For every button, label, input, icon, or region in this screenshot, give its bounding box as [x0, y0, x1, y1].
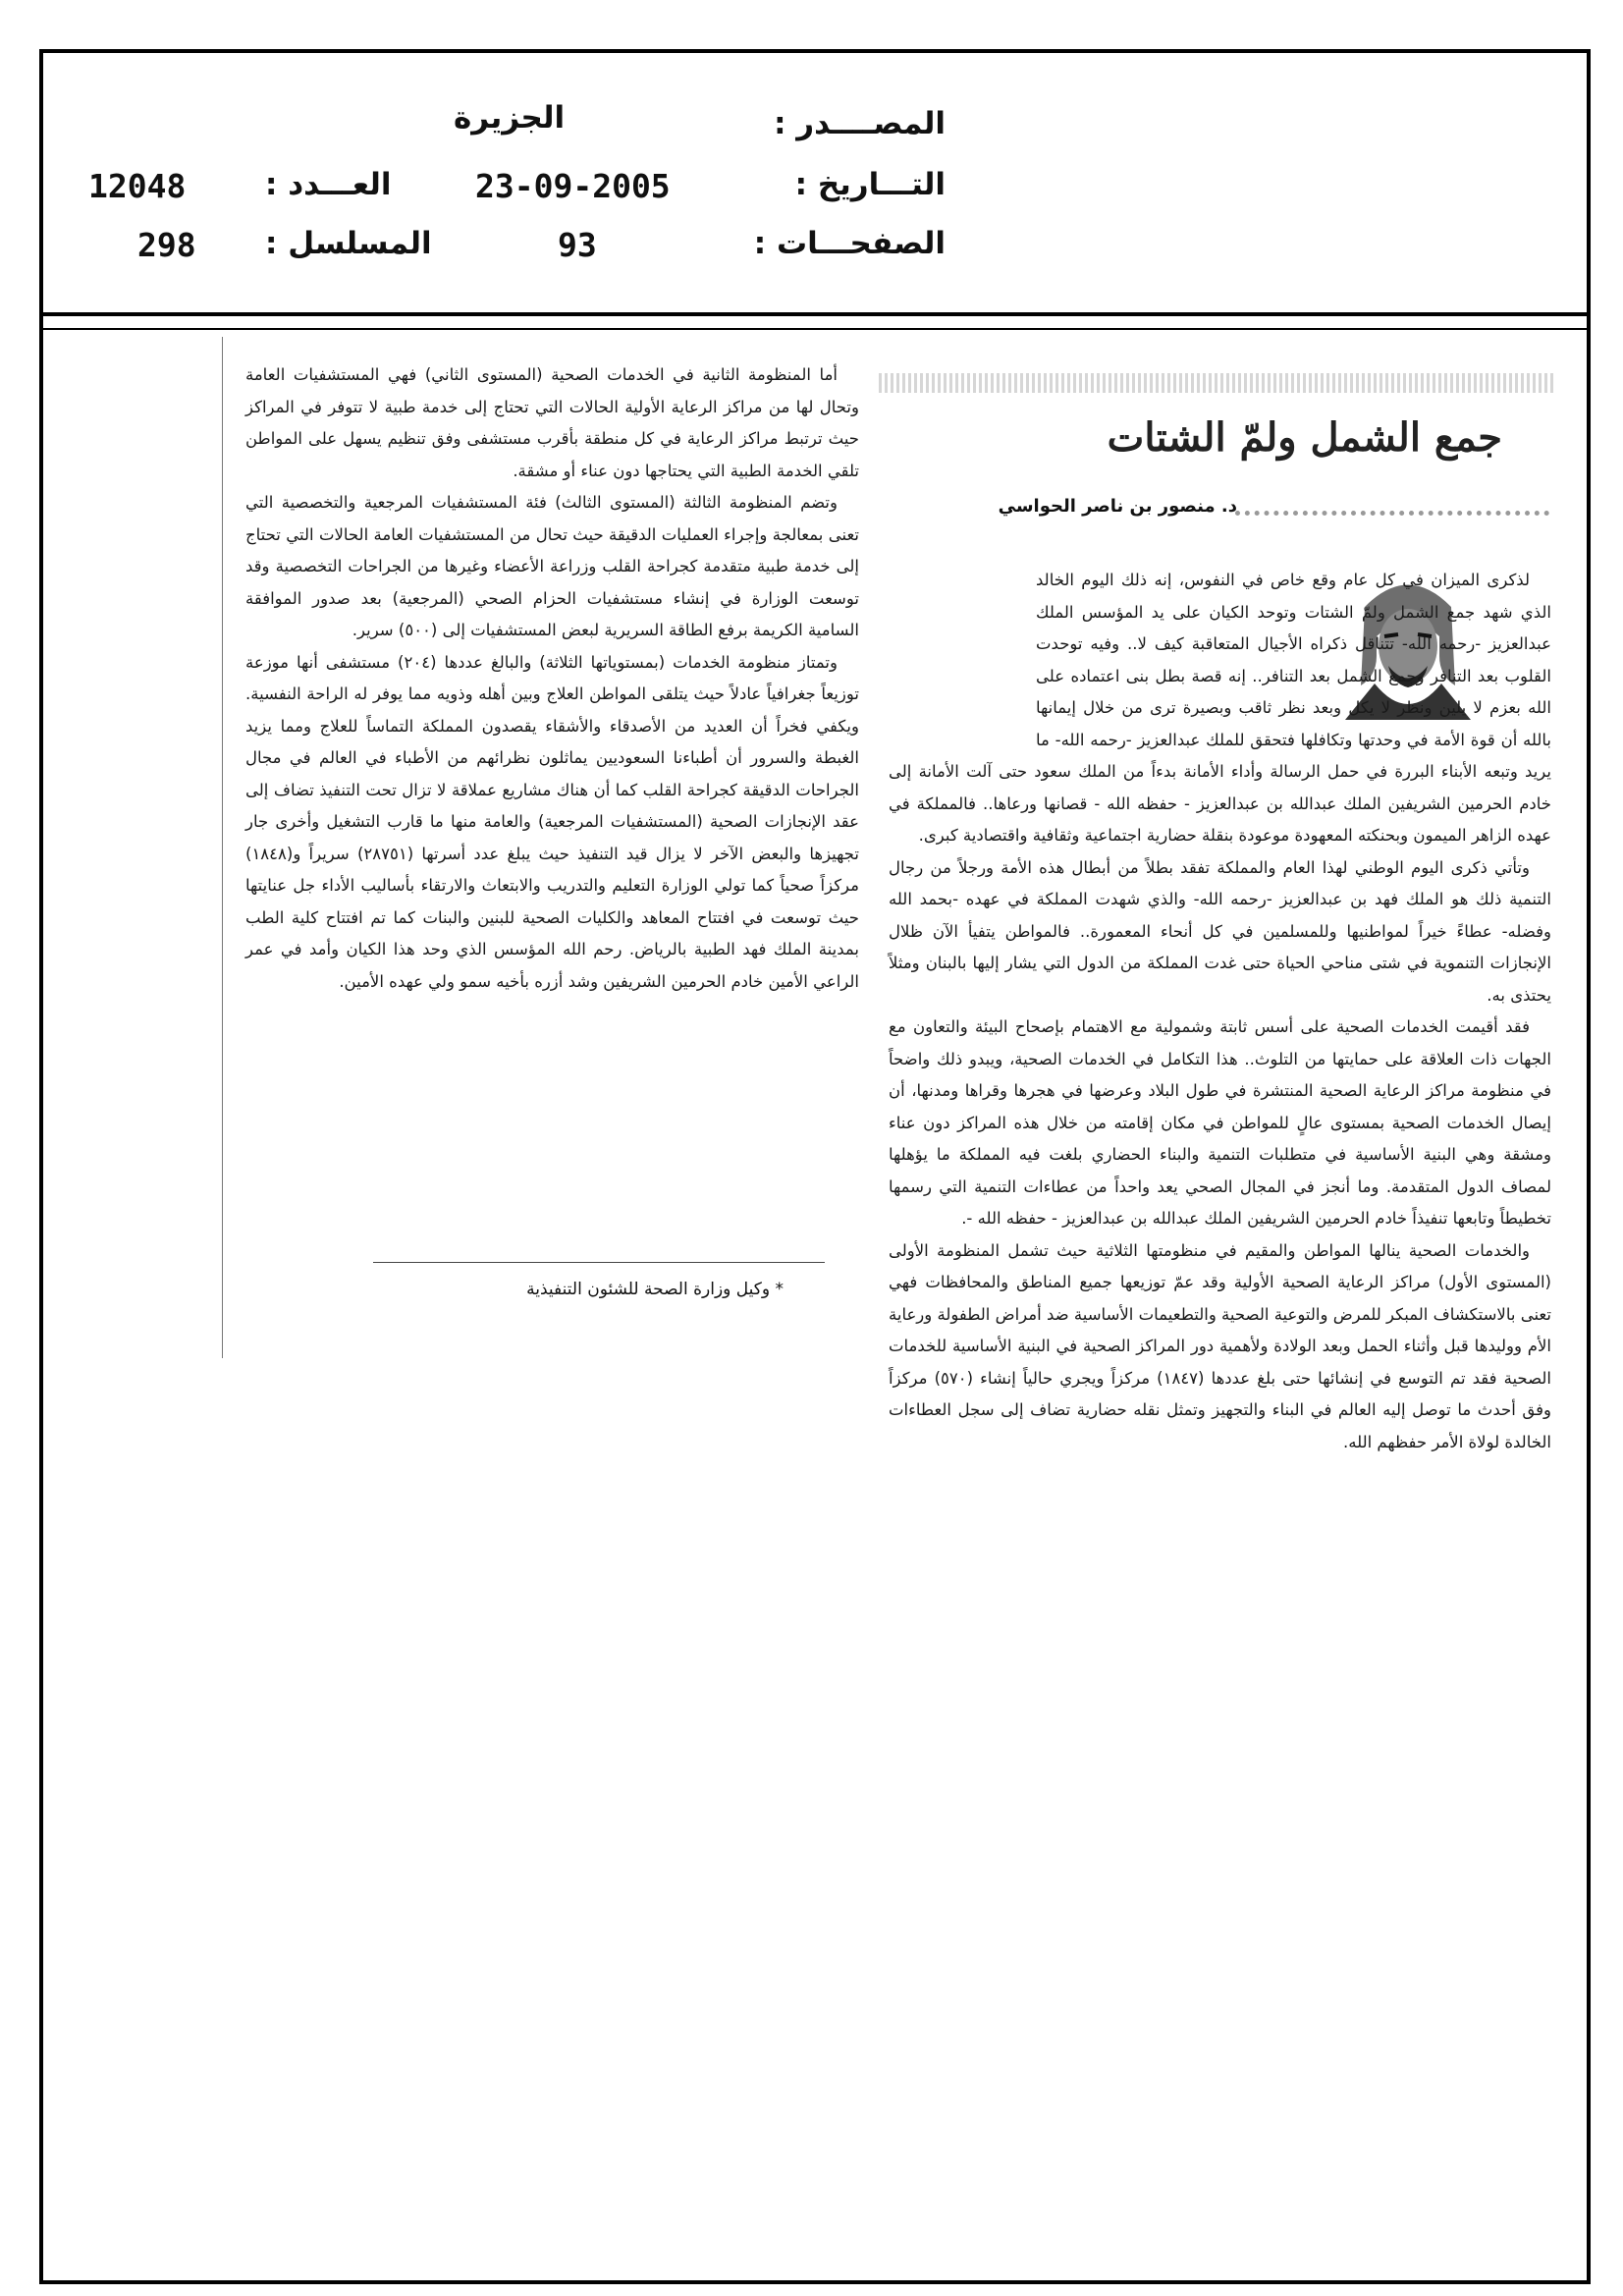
paragraph: فقد أقيمت الخدمات الصحية على أسس ثابتة وشمولية مع الاهتمام بإصحاح البيئة والتعاون مع الجهات ذات العلاقة على حمايتها من التلوث.. هذا التكامل في الخدمات الصحية، ويبدو ذلك واضحاً في منظومة مراكز الرعاية الصحية المنتشرة في طول البلاد وعرضها في هجرها وقراها ومدنها، أن إيصال الخدمات الصحية بمستوى عالٍ للمواطن في مكان إقامته من خلال هذه المراكز دون عناء ومشقة وهي البنية الأساسية في متطلبات التنمية والبناء الحضاري بلغت فيه المملكة ما يؤهلها لمصاف الدول المتقدمة. وما أنجز في المجال الصحي يعد واحداً من عطاءات التنمية التي رسمها تخطيطاً وتابعها تنفيذاً خادم الحرمين الشريفين الملك عبدالله بن عبدالعزيز - حفظه الله -. [889, 1017, 1551, 1228]
photo-wrap-spacer [889, 565, 1036, 727]
source-value: الجزيرة [454, 100, 566, 136]
article-author: د. منصور بن ناصر الحواسي [998, 496, 1237, 517]
date-value: 23-09-2005 [475, 167, 671, 205]
paragraph: وتأتي ذكرى اليوم الوطني لهذا العام والمملكة تفقد بطلاً من أبطال هذه الأمة ورجلاً من رجال التنمية ذلك هو الملك فهد بن عبدالعزيز -رحمه الله- والذي شهدت المملكة في عهده -بحمد الله وفضله- عطاءً خيراً لمواطنيها وللمسلمين في كل أنحاء المعمورة.. فالمواطن يتفيأ الآن ظلال الإنجازات التنموية في شتى مناحي الحياة حتى غدت المملكة من الدول التي يشار إليها بالبنان ومثلاً يحتذى به. [889, 857, 1551, 1005]
author-rule [1235, 511, 1549, 516]
masthead-band [879, 373, 1556, 393]
paragraph: وتمتاز منظومة الخدمات (بمستوياتها الثلاثة) والبالغ عددها (٢٠٤) مستشفى أنها موزعة توزيعاً جغرافياً عادلاً حيث يتلقى المواطن العلاج وبين أهله وذويه مما يوفر له الراحة النفسية. ويكفي فخراً أن العديد من الأصدقاء والأشقاء يقصدون المملكة التماساً للعلاج ومما يزيد الغبطة والسرور أن أطباءنا السعوديين يماثلون نظرائهم من الأطباء في العالم في مجال الجراحات الدقيقة كجراحة القلب كما أن هناك مشاريع عملاقة لا تزال تحت التنفيذ تضاف إلى عقد الإنجازات الصحية (المستشفيات المرجعية) والعامة منها ما قارب التشغيل وأخرى جار تجهيزها والبعض الآخر لا يزال قيد التنفيذ حيث يبلغ عدد أسرتها (٢٨٧٥١) سريراً و(١٨٤٨) مركزاً صحياً كما تولي الوزارة التعليم والتدريب والابتعاث والارتقاء بأساليب الأداء جل عنايتها حيث توسعت في افتتاح المعاهد والكليات الصحية للبنين والبنات كما تم افتتاح كلية الطب بمدينة الملك فهد الطبية بالرياض. رحم الله المؤسس الذي وحد هذا الكيان وأمد في عمر الراعي الأمين خادم الحرمين الشريفين وشد أزره بأخيه سمو ولي عهده الأمين. [245, 652, 860, 991]
date-label: التـــاريخ : [794, 167, 946, 202]
issue-label: العـــدد : [265, 167, 392, 202]
header-separator [43, 312, 1587, 316]
serial-value: 298 [137, 226, 196, 264]
paragraph: والخدمات الصحية ينالها المواطن والمقيم في منظومتها الثلاثية حيث تشمل المنظومة الأولى (المستوى الأول) مراكز الرعاية الصحية الأولية وقد عمّ توزيعها جميع المناطق والمحافظات فهي تعنى بالاستكشاف المبكر للمرض والتوعية الصحية والتطعيمات الأساسية ضد أمراض الطفولة ورعاية الأم ووليدها قبل وأثناء الحمل وبعد الولادة ولأهمية دور المراكز الصحية في البنية الأساسية للخدمات الصحية فقد تم التوسع في إنشائها حتى بلغ عددها (١٨٤٧) مركزاً ويجري حالياً إنشاء (٥٧٠) مركزاً وفق أحدث ما توصل إليه العالم في البناء والتجهيز وتمثل نقله حضارية تضاف إلى سجل العطاءات الخالدة لولاة الأمر حفظهم الله. [889, 1240, 1551, 1451]
source-label: المصــــدر : [774, 106, 946, 141]
article-title: جمع الشمل ولمّ الشتات [1107, 414, 1502, 461]
footnote-rule [373, 1262, 825, 1263]
header-separator-thin [43, 328, 1587, 330]
paragraph: أما المنظومة الثانية في الخدمات الصحية (المستوى الثاني) فهي المستشفيات العامة وتحال لها من مراكز الرعاية الأولية الحالات التي تحتاج إلى خدمة طبية لا تتوفر في المراكز حيث ترتبط مراكز الرعاية في كل منطقة بأقرب مستشفى وفق تنظيم يسهل على المواطن تلقي الخدمة الطبية التي يحتاجها دون عناء أو مشقة. [245, 365, 859, 480]
pages-value: 93 [558, 226, 597, 264]
clipping-left-edge [222, 337, 223, 1358]
footnote: * وكيل وزارة الصحة للشئون التنفيذية [526, 1280, 784, 1299]
pages-label: الصفحـــات : [753, 226, 946, 261]
left-column [245, 359, 859, 998]
right-column [889, 565, 1551, 1458]
issue-value: 12048 [88, 167, 187, 205]
serial-label: المسلسل : [265, 226, 432, 261]
paragraph: وتضم المنظومة الثالثة (المستوى الثالث) فئة المستشفيات المرجعية والتخصصية التي تعنى بمعالجة وإجراء العمليات الدقيقة حيث تحال من المستشفيات العامة الحالات التي تحتاج إلى خدمة طبية متقدمة كجراحة القلب وزراعة الأعضاء وغيرها من الجراحات التخصصية وقد توسعت الوزارة في إنشاء مستشفيات الحزام الصحي (المرجعية) بعد صدور الموافقة السامية الكريمة برفع الطاقة السريرية لبعض المستشفيات إلى (٥٠٠) سرير. [245, 493, 859, 639]
paragraph: لذكرى الميزان في كل عام وقع خاص في النفوس، إنه ذلك اليوم الخالد الذي شهد جمع الشمل ولمّ الشتات وتوحد الكيان على يد المؤسس الملك عبدالعزيز -رحمه الله- تتناقل ذكراه الأجيال المتعاقبة كيف لا.. وفيه توحدت القلوب بعد التنافر وجمع الشمل بعد التنافر.. إنه قصة بطل بنى اعتماده على الله بعزم لا يلين ونظر لا يكل وبعد نظر ثاقب وبصيرة ترى من خلال إيمانها بالله أن قوة الأمة في وحدتها وتكافلها فتحقق للملك عبدالعزيز -رحمه الله- ما يريد وتبعه الأبناء البررة في حمل الرسالة وأداء الأمانة بدءاً من الملك سعود حتى آلت الأمانة إلى خادم الحرمين الشريفين الملك عبدالله بن عبدالعزيز - حفظه الله - قصانها ورعاها.. فالمملكة في عهده الزاهر الميمون وبحنكته المعهودة موعودة بنقلة حضارية اجتماعية وثقافية واقتصادية كبرى. [889, 571, 1551, 845]
